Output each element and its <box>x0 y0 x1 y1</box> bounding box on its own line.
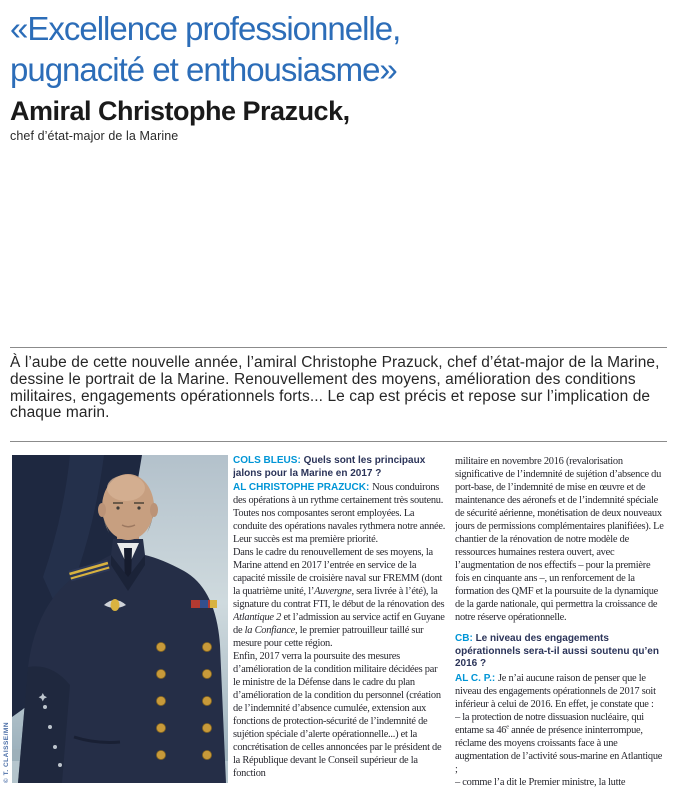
text-run: Quels sont les principaux jalons pour la Marine en 2017 ? <box>233 455 426 479</box>
text-run: la Confiance <box>244 625 296 636</box>
interview-question <box>455 633 667 671</box>
title-line-2: pugnacité et enthousiasme» <box>10 51 397 88</box>
text-run: Je n’ai aucune raison de penser que le niveau des engagements opérationnels de 2017 soit inférieur à celui de 2016. En effet, je constate que : <box>455 672 656 710</box>
text-run: , sera livrée à l’été), la signature du contrat FTI, le début de la rénovation des <box>233 586 445 610</box>
intro-paragraph: À l’aube de cette nouvelle année, l’amiral Christophe Prazuck, chef d’état-major de la Marine, dessine le portrait de la Marine. Renouvellement des moyens, amélioration des conditions militaires, engagements opérationnels forts... Le cap est précis et repose sur l’implication de chaque marin. <box>10 354 660 422</box>
interview-column-2 <box>455 455 667 798</box>
text-run: – la protection de notre dissuasion nucléaire, qui entame sa 46 <box>455 711 644 736</box>
text-run: Atlantique 2 <box>233 612 282 623</box>
text-run: militaire en novembre 2016 (revalorisation significative de l’indemnité de sujétion d’absence du port-base, de l’indemnité de mise en œuvre et de maintenance des aéronefs et de l’indemnité spéciale de sécurité aérienne, monétisation de deux nouveaux jours de permissions complémentaires planifiées). Le chantier de la rénovation de notre modèle de ressources humaines restera ouvert, avec l’augmentation de nos effectifs – pour la première fois en cinquante ans –, un renforcement de la formation des QMF et la poursuite de la dynamique de la garde nationale, qui permettra la croissance de notre réserve opérationnelle. <box>455 456 664 623</box>
divider-bottom <box>10 441 667 442</box>
interview-answer <box>455 776 667 789</box>
divider-top <box>10 347 667 348</box>
interview-answer <box>455 672 667 711</box>
text-run: , le premier patrouilleur taillé sur mesure pour cette région. <box>233 625 424 649</box>
text-run: année de présence ininterrompue, réclame des moyens croissants face à une augmentation de l’activité sous-marine en Atlantique ; <box>455 724 663 775</box>
text-run: Dans le cadre du renouvellement de ses moyens, la Marine attend en 2017 l’entrée en service de la capacité missile de croisière naval sur FREMM (dont la quatrième unité, l’ <box>233 547 443 597</box>
interview-answer <box>455 455 667 624</box>
text-run: – comme l’a dit le Premier ministre, la lutte <box>455 776 626 788</box>
interview-answer <box>233 546 446 650</box>
speaker-label: CB: <box>455 633 476 644</box>
interview-answer <box>233 650 446 780</box>
text-run: Auvergne <box>314 586 352 597</box>
text-run: et l’admission au service actif en Guyane de <box>233 612 445 636</box>
text-run: Enfin, 2017 verra la poursuite des mesures d’amélioration de la condition militaire décidées par le ministre de la Défense dans le cadre du plan d’amélioration de la condition du personnel (création de l’indemnité d’absence cumulée, extension aux fonctions de protection-sécurité de l’indemnité de sujétion spéciale d’alerte opérationnelle...) et la concrétisation de celles annoncées par le président de la République devant le Conseil supérieur de la fonction <box>233 651 442 779</box>
interview-question <box>233 455 446 480</box>
speaker-label: AL CHRISTOPHE PRAZUCK: <box>233 482 373 493</box>
photo-credit: © T. CLAISSE/MN <box>3 721 10 783</box>
title-line-1: «Excellence professionnelle, <box>10 10 401 47</box>
interview-answer <box>455 711 667 776</box>
portrait-photo <box>12 455 228 783</box>
speaker-label: AL C. P.: <box>455 672 498 684</box>
text-run: Le niveau des engagements opérationnels sera-t-il aussi soutenu qu’en 2016 ? <box>455 633 659 669</box>
article-header <box>10 8 670 143</box>
speaker-label: COLS BLEUS: <box>233 455 304 466</box>
portrait-illustration <box>12 455 228 783</box>
article-title <box>10 8 670 90</box>
subject-name: Amiral Christophe Prazuck, <box>10 96 350 126</box>
text-run: e <box>506 723 509 731</box>
subject-role: chef d’état-major de la Marine <box>10 129 179 143</box>
text-run: Nous conduirons des opérations à un rythme certainement très soutenu. Toutes nos composantes seront employées. La conduite des opérations navales rythmera notre année. Leur succès est ma première priorité. <box>233 482 446 545</box>
interview-answer <box>233 481 446 546</box>
interview-column-1 <box>233 455 446 798</box>
